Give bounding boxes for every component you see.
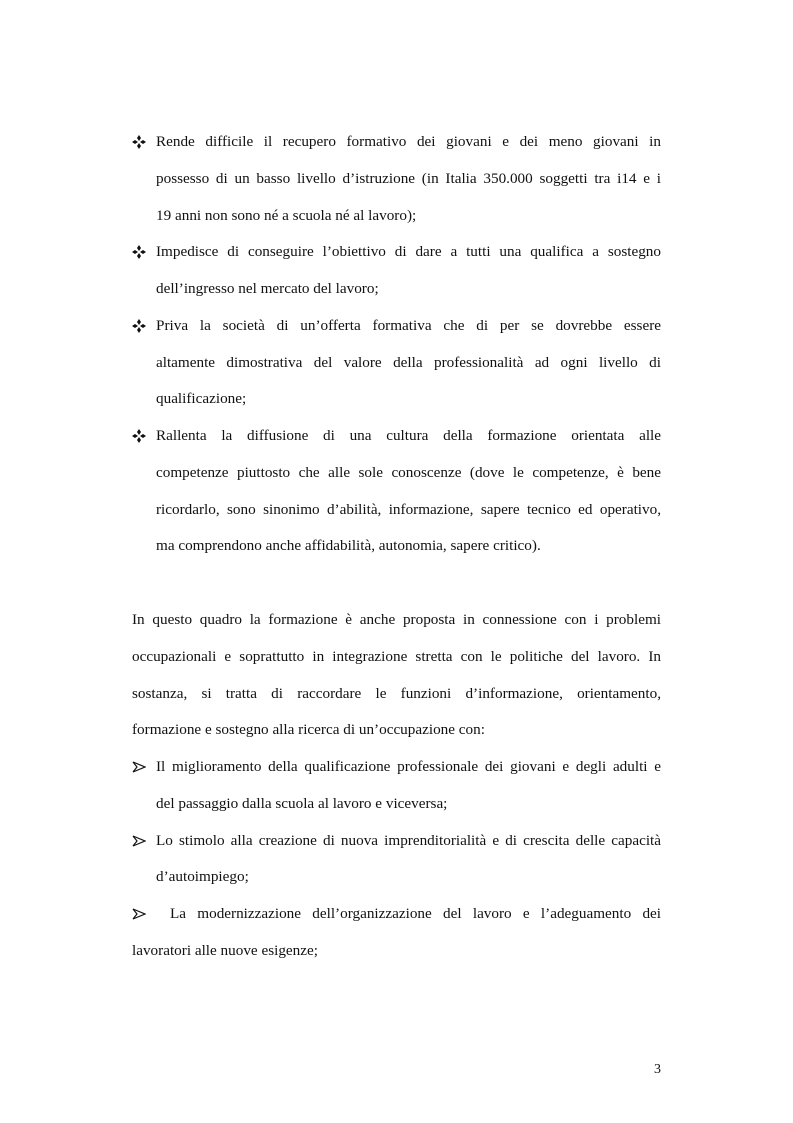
paragraph-line: occupazionali e soprattutto in integrazione stretta con le politiche del lavoro. In	[132, 648, 661, 665]
list-item-line: Rallenta la diffusione di una cultura della formazione orientata alle	[156, 427, 661, 444]
list-item-line: lavoratori alle nuove esigenze;	[132, 942, 318, 959]
arrowhead-bullet-icon	[132, 831, 150, 851]
diamond-bullet-icon	[132, 316, 150, 336]
list-item-line: Impedisce di conseguire l’obiettivo di dare a tutti una qualifica a sostegno	[156, 243, 661, 260]
list-item-line: 19 anni non sono né a scuola né al lavoro);	[156, 207, 417, 224]
arrowhead-bullet-icon	[132, 757, 150, 777]
diamond-bullet-icon	[132, 426, 150, 446]
list-item-line: Il miglioramento della qualificazione professionale dei giovani e degli adulti e	[156, 758, 661, 775]
list-item-line: d’autoimpiego;	[156, 868, 249, 885]
list-item-line: Lo stimolo alla creazione di nuova imprenditorialità e di crescita delle capacità	[156, 832, 661, 849]
paragraph-line: sostanza, si tratta di raccordare le funzioni d’informazione, orientamento,	[132, 685, 661, 702]
diamond-bullet-icon	[132, 242, 150, 262]
page-number: 3	[654, 1062, 661, 1077]
list-item-line: possesso di un basso livello d’istruzione (in Italia 350.000 soggetti tra i14 e i	[156, 170, 661, 187]
diamond-bullet-icon	[132, 132, 150, 152]
list-item-line: del passaggio dalla scuola al lavoro e viceversa;	[156, 795, 448, 812]
list-item-line: La modernizzazione dell’organizzazione del lavoro e l’adeguamento dei	[170, 905, 661, 922]
list-item-line: qualificazione;	[156, 390, 247, 407]
list-item-line: dell’ingresso nel mercato del lavoro;	[156, 280, 379, 297]
list-item-line: altamente dimostrativa del valore della professionalità ad ogni livello di	[156, 354, 661, 371]
list-item-line: competenze piuttosto che alle sole conoscenze (dove le competenze, è bene	[156, 464, 661, 481]
list-item-line: ricordarlo, sono sinonimo d’abilità, informazione, sapere tecnico ed operativo,	[156, 501, 661, 518]
list-item-line: Priva la società di un’offerta formativa che di per se dovrebbe essere	[156, 317, 661, 334]
list-item-line: Rende difficile il recupero formativo dei giovani e dei meno giovani in	[156, 133, 661, 150]
paragraph-line: formazione e sostegno alla ricerca di un’occupazione con:	[132, 721, 485, 738]
list-item-line: ma comprendono anche affidabilità, autonomia, sapere critico).	[156, 537, 541, 554]
paragraph-line: In questo quadro la formazione è anche proposta in connessione con i problemi	[132, 611, 661, 628]
arrowhead-bullet-icon	[132, 904, 150, 924]
